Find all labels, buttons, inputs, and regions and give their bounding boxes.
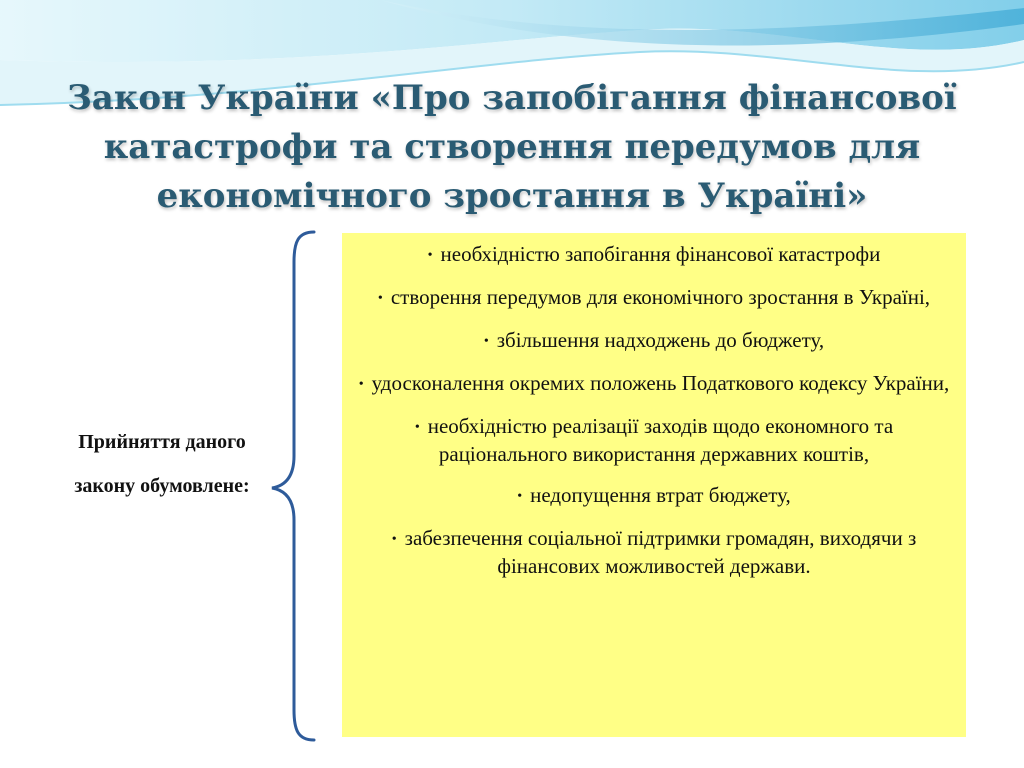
reasons-box [342, 233, 966, 737]
bullet-icon: • [414, 420, 420, 435]
list-item [348, 370, 960, 398]
bullet-icon: • [391, 532, 397, 547]
left-label: Прийняття даного закону обумовлене: [74, 431, 250, 497]
reason-text: створення передумов для економічного зростання в Україні, [390, 285, 931, 309]
bullet-icon: • [483, 334, 489, 349]
bullet-icon: • [517, 489, 523, 504]
bullet-icon: • [427, 248, 433, 263]
bullet-icon: • [358, 377, 364, 392]
list-item [348, 525, 960, 579]
reason-text: необхідністю запобігання фінансової катастрофи [440, 242, 881, 266]
reasons-list [348, 241, 960, 579]
curly-brace-icon [268, 228, 324, 744]
reason-text: недопущення втрат бюджету, [530, 483, 791, 507]
reason-text: необхідністю реалізації заходів щодо економного та раціонального використання державних коштів, [427, 414, 894, 466]
list-item [348, 327, 960, 355]
slide-title: Закон України «Про запобігання фінансової катастрофи та створення передумов для економічного зростання в Україні» [67, 78, 957, 216]
list-item [348, 482, 960, 510]
list-item [348, 413, 960, 467]
bullet-icon: • [377, 291, 383, 306]
reason-text: удосконалення окремих положень Податкового кодексу України, [371, 371, 950, 395]
list-item [348, 241, 960, 269]
reason-text: збільшення надходжень до бюджету, [496, 328, 825, 352]
reason-text: забезпечення соціальної підтримки громадян, виходячи з фінансових можливостей держави. [404, 526, 917, 578]
list-item [348, 284, 960, 312]
